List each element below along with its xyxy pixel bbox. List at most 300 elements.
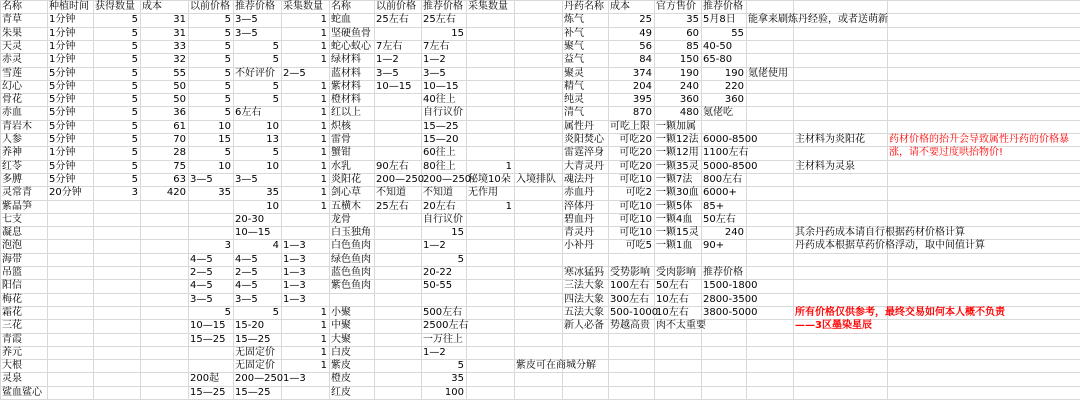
cell-r5-c3[interactable]: 55: [173, 68, 186, 79]
cell-r0-c12[interactable]: 丹药名称: [564, 1, 604, 12]
cell-r4-c9[interactable]: 1—2: [423, 54, 446, 65]
cell-r7-c12[interactable]: 纯灵: [564, 94, 584, 105]
cell-r24-c17[interactable]: ——3区墨染星辰: [795, 320, 872, 331]
cell-r14-c5[interactable]: 35: [266, 187, 279, 198]
cell-r10-c1[interactable]: 5分钟: [49, 134, 76, 145]
cell-r24-c14[interactable]: 肉不太重要: [656, 320, 706, 331]
cell-r29-c7[interactable]: 红皮: [331, 387, 351, 398]
cell-r10-c12[interactable]: 炎阳焚心: [564, 134, 604, 145]
cell-r1-c0[interactable]: 青草: [2, 14, 22, 25]
cell-r4-c7[interactable]: 绿材料: [331, 54, 361, 65]
cell-r9-c9[interactable]: 15—25: [423, 121, 459, 132]
cell-r15-c8[interactable]: 25左右: [376, 201, 409, 212]
cell-r7-c0[interactable]: 骨花: [2, 94, 22, 105]
cell-r0-c14[interactable]: 官方售价: [656, 1, 696, 12]
cell-r2-c7[interactable]: 坚硬鱼骨: [331, 28, 371, 39]
cell-r17-c0[interactable]: 凝息: [2, 227, 22, 238]
cell-r16-c14[interactable]: 一颗4血: [656, 214, 693, 225]
cell-r7-c6[interactable]: 1: [320, 94, 327, 105]
cell-r14-c12[interactable]: 赤血丹: [564, 187, 594, 198]
cell-r8-c14[interactable]: 480: [679, 107, 699, 118]
cell-r25-c5[interactable]: 15—25: [235, 334, 271, 345]
cell-r0-c7[interactable]: 名称: [331, 1, 351, 12]
cell-r17-c9[interactable]: 15: [451, 227, 464, 238]
cell-r29-c4[interactable]: 15—25: [190, 387, 226, 398]
cell-r0-c0[interactable]: 名称: [2, 1, 22, 12]
cell-r13-c4[interactable]: 3—5: [190, 174, 213, 185]
cell-r27-c5[interactable]: 无固定价: [235, 360, 275, 371]
cell-r3-c13[interactable]: 56: [639, 41, 652, 52]
cell-r6-c12[interactable]: 精气: [564, 81, 584, 92]
cell-r13-c12[interactable]: 魂法丹: [564, 174, 594, 185]
cell-r13-c14[interactable]: 一颗7法: [656, 174, 693, 185]
cell-r25-c6[interactable]: 1: [320, 334, 327, 345]
cell-r1-c3[interactable]: 31: [173, 14, 186, 25]
cell-r7-c3[interactable]: 50: [173, 94, 186, 105]
cell-r23-c17[interactable]: 所有价格仅供参考，最终交易如何本人概不负责: [795, 307, 1005, 318]
cell-r12-c10[interactable]: 1: [505, 161, 512, 172]
cell-r0-c6[interactable]: 采集数量: [283, 1, 323, 12]
cell-r12-c14[interactable]: 一颗35灵: [656, 161, 699, 172]
cell-r22-c0[interactable]: 梅花: [2, 294, 22, 305]
cell-r2-c4[interactable]: 5: [224, 28, 231, 39]
cell-r11-c12[interactable]: 雷霆淬身: [564, 147, 604, 158]
cell-r13-c0[interactable]: 多膊: [2, 174, 22, 185]
cell-r24-c6[interactable]: 1: [320, 320, 327, 331]
cell-r7-c1[interactable]: 5分钟: [49, 94, 76, 105]
cell-r22-c6[interactable]: 1—3: [283, 294, 306, 305]
cell-r15-c14[interactable]: 一颗5体: [656, 201, 693, 212]
cell-r2-c1[interactable]: 1分钟: [49, 28, 76, 39]
cell-r20-c4[interactable]: 2—5: [190, 267, 213, 278]
cell-r10-c4[interactable]: 15: [218, 134, 231, 145]
cell-r25-c9[interactable]: 一万往上: [423, 334, 463, 345]
cell-r22-c12[interactable]: 四法大象: [564, 294, 604, 305]
cell-r21-c9[interactable]: 50-55: [423, 280, 453, 291]
cell-r7-c9[interactable]: 40往上: [423, 94, 456, 105]
cell-r1-c16[interactable]: 能拿来刷炼丹经验，或者送萌新: [748, 14, 888, 25]
cell-r9-c1[interactable]: 5分钟: [49, 121, 76, 132]
cell-r23-c12[interactable]: 五法大象: [564, 307, 604, 318]
cell-r1-c14[interactable]: 35: [686, 14, 699, 25]
cell-r25-c4[interactable]: 15—25: [190, 334, 226, 345]
cell-r12-c2[interactable]: 5: [131, 161, 138, 172]
cell-r14-c13[interactable]: 可吃2: [625, 187, 652, 198]
cell-r25-c0[interactable]: 青霞: [2, 334, 22, 345]
cell-r9-c7[interactable]: 炽核: [331, 121, 351, 132]
cell-r17-c13[interactable]: 可吃10: [619, 227, 652, 238]
cell-r21-c6[interactable]: 1—3: [283, 280, 306, 291]
cell-r1-c7[interactable]: 蛇血: [331, 14, 351, 25]
cell-r23-c14[interactable]: 10左右: [656, 307, 689, 318]
cell-r20-c6[interactable]: 1—3: [283, 267, 306, 278]
cell-r0-c1[interactable]: 种植时间: [49, 1, 89, 12]
cell-r3-c9[interactable]: 7左右: [423, 41, 450, 52]
cell-r0-c5[interactable]: 推荐价格: [235, 1, 275, 12]
cell-r10-c14[interactable]: 一颗12法: [656, 134, 699, 145]
cell-r24-c4[interactable]: 10—15: [190, 320, 226, 331]
cell-r8-c9[interactable]: 自行议价: [423, 107, 463, 118]
cell-r13-c15[interactable]: 800左右: [703, 174, 743, 185]
cell-r18-c5[interactable]: 4: [272, 240, 279, 251]
cell-r4-c3[interactable]: 32: [173, 54, 186, 65]
cell-r2-c2[interactable]: 5: [131, 28, 138, 39]
cell-r8-c6[interactable]: 1: [320, 107, 327, 118]
cell-r16-c7[interactable]: 龙骨: [331, 214, 351, 225]
cell-r20-c15[interactable]: 推荐价格: [703, 267, 743, 278]
cell-r5-c7[interactable]: 蓝材料: [331, 68, 361, 79]
cell-r17-c12[interactable]: 青灵丹: [564, 227, 594, 238]
cell-r29-c5[interactable]: 15—25: [235, 387, 271, 398]
cell-r12-c9[interactable]: 80往上: [423, 161, 456, 172]
cell-r10-c9[interactable]: 15—20: [423, 134, 459, 145]
cell-r3-c7[interactable]: 蛇心蚁心: [331, 41, 371, 52]
cell-r26-c7[interactable]: 白皮: [331, 347, 351, 358]
cell-r1-c9[interactable]: 25左右: [423, 14, 456, 25]
cell-r3-c6[interactable]: 1: [320, 41, 327, 52]
cell-r6-c1[interactable]: 5分钟: [49, 81, 76, 92]
cell-r1-c15[interactable]: 5月8日: [703, 14, 736, 25]
cell-r8-c5[interactable]: 6左右: [235, 107, 262, 118]
cell-r0-c13[interactable]: 成本: [610, 1, 630, 12]
cell-r1-c13[interactable]: 25: [639, 14, 652, 25]
cell-r22-c15[interactable]: 2800-3500: [703, 294, 758, 305]
cell-r9-c5[interactable]: 10: [266, 121, 279, 132]
cell-r13-c8[interactable]: 200—250: [376, 174, 425, 185]
cell-r21-c5[interactable]: 4—5: [235, 280, 258, 291]
cell-r10-c0[interactable]: 人参: [2, 134, 22, 145]
cell-r26-c0[interactable]: 养元: [2, 347, 22, 358]
cell-r17-c15[interactable]: 240: [724, 227, 744, 238]
cell-r14-c10[interactable]: 无作用: [468, 187, 498, 198]
cell-r7-c7[interactable]: 橙材料: [331, 94, 361, 105]
cell-r2-c3[interactable]: 31: [173, 28, 186, 39]
cell-r1-c5[interactable]: 3—5: [235, 14, 258, 25]
cell-r16-c5[interactable]: 20-30: [235, 214, 265, 225]
cell-r6-c3[interactable]: 50: [173, 81, 186, 92]
cell-r6-c0[interactable]: 幻心: [2, 81, 22, 92]
cell-r13-c6[interactable]: 1: [320, 174, 327, 185]
cell-r27-c0[interactable]: 大根: [2, 360, 22, 371]
cell-r25-c7[interactable]: 大聚: [331, 334, 351, 345]
cell-r14-c6[interactable]: 1: [320, 187, 327, 198]
cell-r19-c9[interactable]: 5: [457, 254, 464, 265]
cell-r12-c6[interactable]: 1: [320, 161, 327, 172]
cell-r3-c0[interactable]: 天灵: [2, 41, 22, 52]
cell-r5-c14[interactable]: 190: [679, 68, 699, 79]
cell-r14-c2[interactable]: 3: [131, 187, 138, 198]
cell-r11-c2[interactable]: 5: [131, 147, 138, 158]
cell-r12-c17[interactable]: 主材料为灵泉: [795, 161, 855, 172]
cell-r3-c4[interactable]: 5: [224, 41, 231, 52]
cell-r7-c15[interactable]: 360: [724, 94, 744, 105]
cell-r15-c9[interactable]: 20左右: [423, 201, 456, 212]
cell-r12-c7[interactable]: 水乳: [331, 161, 351, 172]
cell-r9-c12[interactable]: 属性丹: [564, 121, 594, 132]
cell-r14-c0[interactable]: 灵常青: [2, 187, 32, 198]
cell-r6-c6[interactable]: 1: [320, 81, 327, 92]
cell-r19-c7[interactable]: 绿色鱼肉: [331, 254, 371, 265]
cell-r17-c14[interactable]: 一颗15灵: [656, 227, 699, 238]
cell-r7-c4[interactable]: 5: [224, 94, 231, 105]
cell-r11-c7[interactable]: 蟹钳: [331, 147, 351, 158]
cell-r11-c14[interactable]: 一颗12用: [656, 147, 699, 158]
cell-r12-c15[interactable]: 5000-8500: [703, 161, 758, 172]
cell-r29-c9[interactable]: 100: [444, 387, 464, 398]
cell-r4-c14[interactable]: 150: [679, 54, 699, 65]
cell-r8-c15[interactable]: 氪佬吃: [703, 107, 733, 118]
cell-r26-c9[interactable]: 1—2: [423, 347, 446, 358]
cell-r5-c6[interactable]: 2—5: [283, 68, 306, 79]
cell-r10-c7[interactable]: 雷骨: [331, 134, 351, 145]
cell-r11-c18[interactable]: 涨，请不要过度哄抬物价!: [889, 147, 1004, 158]
cell-r16-c9[interactable]: 自行议价: [423, 214, 463, 225]
cell-r23-c5[interactable]: 5: [272, 307, 279, 318]
cell-r18-c0[interactable]: 泡泡: [2, 240, 22, 251]
cell-r11-c9[interactable]: 60往上: [423, 147, 456, 158]
cell-r14-c15[interactable]: 6000+: [703, 187, 737, 198]
cell-r10-c13[interactable]: 可吃20: [619, 134, 652, 145]
cell-r5-c1[interactable]: 5分钟: [49, 68, 76, 79]
cell-r11-c4[interactable]: 5: [224, 147, 231, 158]
cell-r6-c4[interactable]: 5: [224, 81, 231, 92]
cell-r9-c2[interactable]: 5: [131, 121, 138, 132]
cell-r24-c12[interactable]: 新人必备: [564, 320, 604, 331]
cell-r13-c1[interactable]: 5分钟: [49, 174, 76, 185]
cell-r6-c9[interactable]: 10—15: [423, 81, 459, 92]
cell-r8-c7[interactable]: 红以上: [331, 107, 361, 118]
cell-r11-c5[interactable]: 5: [272, 147, 279, 158]
cell-r5-c12[interactable]: 聚灵: [564, 68, 584, 79]
cell-r20-c13[interactable]: 受势影响: [610, 267, 650, 278]
cell-r19-c5[interactable]: 4—5: [235, 254, 258, 265]
cell-r12-c0[interactable]: 红苓: [2, 161, 22, 172]
cell-r1-c4[interactable]: 5: [224, 14, 231, 25]
cell-r2-c5[interactable]: 3—5: [235, 28, 258, 39]
cell-r10-c15[interactable]: 6000-8500: [703, 134, 758, 145]
cell-r7-c2[interactable]: 5: [131, 94, 138, 105]
cell-r20-c9[interactable]: 20-22: [423, 267, 453, 278]
cell-r6-c2[interactable]: 5: [131, 81, 138, 92]
cell-r14-c1[interactable]: 20分钟: [49, 187, 82, 198]
cell-r20-c5[interactable]: 2—5: [235, 267, 258, 278]
cell-r15-c12[interactable]: 淬体丹: [564, 201, 594, 212]
cell-r4-c4[interactable]: 5: [224, 54, 231, 65]
cell-r21-c4[interactable]: 4—5: [190, 280, 213, 291]
cell-r21-c15[interactable]: 1500-1800: [703, 280, 758, 291]
cell-r11-c3[interactable]: 28: [173, 147, 186, 158]
cell-r1-c12[interactable]: 炼气: [564, 14, 584, 25]
cell-r11-c13[interactable]: 可吃20: [619, 147, 652, 158]
cell-r1-c6[interactable]: 1: [320, 14, 327, 25]
cell-r6-c7[interactable]: 紫材料: [331, 81, 361, 92]
cell-r14-c14[interactable]: 一颗30血: [656, 187, 699, 198]
cell-r16-c0[interactable]: 七支: [2, 214, 22, 225]
cell-r23-c13[interactable]: 500-1000: [610, 307, 659, 318]
cell-r14-c3[interactable]: 420: [166, 187, 186, 198]
cell-r21-c0[interactable]: 阳信: [2, 280, 22, 291]
cell-r8-c3[interactable]: 36: [173, 107, 186, 118]
cell-r22-c5[interactable]: 3—5: [235, 294, 258, 305]
cell-r8-c1[interactable]: 5分钟: [49, 107, 76, 118]
cell-r9-c0[interactable]: 青岩木: [2, 121, 32, 132]
cell-r0-c3[interactable]: 成本: [142, 1, 162, 12]
cell-r0-c8[interactable]: 以前价格: [376, 1, 416, 12]
cell-r15-c0[interactable]: 紫晶笋: [2, 201, 32, 212]
cell-r4-c0[interactable]: 赤灵: [2, 54, 22, 65]
cell-r21-c13[interactable]: 100左右: [610, 280, 650, 291]
cell-r5-c13[interactable]: 374: [632, 68, 652, 79]
cell-r3-c8[interactable]: 7左右: [376, 41, 403, 52]
cell-r13-c7[interactable]: 炎阳花: [331, 174, 361, 185]
cell-r6-c15[interactable]: 220: [724, 81, 744, 92]
cell-r20-c14[interactable]: 受肉影响: [656, 267, 696, 278]
cell-r5-c8[interactable]: 3—5: [376, 68, 399, 79]
cell-r20-c0[interactable]: 吊篮: [2, 267, 22, 278]
cell-r0-c15[interactable]: 推荐价格: [703, 1, 743, 12]
cell-r13-c10[interactable]: 秘境10朵: [468, 174, 511, 185]
cell-r13-c2[interactable]: 5: [131, 174, 138, 185]
cell-r28-c5[interactable]: 200—250: [235, 373, 284, 384]
cell-r12-c8[interactable]: 90左右: [376, 161, 409, 172]
cell-r23-c9[interactable]: 500左右: [423, 307, 463, 318]
cell-r21-c14[interactable]: 50左右: [656, 280, 689, 291]
cell-r15-c7[interactable]: 五横木: [331, 201, 361, 212]
cell-r12-c3[interactable]: 75: [173, 161, 186, 172]
cell-r8-c12[interactable]: 清气: [564, 107, 584, 118]
cell-r1-c2[interactable]: 5: [131, 14, 138, 25]
cell-r8-c0[interactable]: 赤血: [2, 107, 22, 118]
cell-r27-c6[interactable]: 1: [320, 360, 327, 371]
cell-r21-c12[interactable]: 三法大象: [564, 280, 604, 291]
cell-r3-c2[interactable]: 5: [131, 41, 138, 52]
cell-r19-c4[interactable]: 4—5: [190, 254, 213, 265]
cell-r12-c12[interactable]: 大青灵丹: [564, 161, 604, 172]
cell-r18-c4[interactable]: 3: [224, 240, 231, 251]
cell-r23-c7[interactable]: 小聚: [331, 307, 351, 318]
cell-r0-c2[interactable]: 获得数量: [95, 1, 135, 12]
cell-r18-c12[interactable]: 小补丹: [564, 240, 594, 251]
cell-r16-c15[interactable]: 50左右: [703, 214, 736, 225]
cell-r4-c5[interactable]: 5: [272, 54, 279, 65]
cell-r0-c10[interactable]: 采集数量: [468, 1, 508, 12]
cell-r4-c8[interactable]: 1—2: [376, 54, 399, 65]
cell-r19-c0[interactable]: 海带: [2, 254, 22, 265]
cell-r14-c8[interactable]: 不知道: [376, 187, 406, 198]
cell-r3-c12[interactable]: 聚气: [564, 41, 584, 52]
cell-r19-c6[interactable]: 1—3: [283, 254, 306, 265]
cell-r3-c3[interactable]: 33: [173, 41, 186, 52]
cell-r27-c11[interactable]: 紫皮可在商城分解: [516, 360, 596, 371]
cell-r2-c0[interactable]: 朱果: [2, 28, 22, 39]
cell-r11-c1[interactable]: 1分钟: [49, 147, 76, 158]
cell-r6-c13[interactable]: 204: [632, 81, 652, 92]
cell-r28-c0[interactable]: 灵泉: [2, 373, 22, 384]
cell-r13-c13[interactable]: 可吃10: [619, 174, 652, 185]
cell-r18-c7[interactable]: 白色鱼肉: [331, 240, 371, 251]
cell-r24-c9[interactable]: 2500左右: [423, 320, 469, 331]
cell-r26-c5[interactable]: 无固定价: [235, 347, 275, 358]
cell-r7-c13[interactable]: 395: [632, 94, 652, 105]
cell-r8-c4[interactable]: 5: [224, 107, 231, 118]
cell-r2-c12[interactable]: 补气: [564, 28, 584, 39]
cell-r10-c18[interactable]: 药材价格的抬升会导致属性丹药的价格暴: [889, 134, 1069, 145]
cell-r28-c6[interactable]: 1—3: [283, 373, 306, 384]
cell-r24-c13[interactable]: 势越高贵: [610, 320, 650, 331]
cell-r8-c2[interactable]: 5: [131, 107, 138, 118]
cell-r5-c5[interactable]: 不好评价: [235, 68, 275, 79]
cell-r23-c6[interactable]: 1: [320, 307, 327, 318]
cell-r5-c9[interactable]: 3—5: [423, 68, 446, 79]
cell-r22-c13[interactable]: 300左右: [610, 294, 650, 305]
cell-r3-c14[interactable]: 85: [686, 41, 699, 52]
cell-r5-c15[interactable]: 190: [724, 68, 744, 79]
cell-r2-c14[interactable]: 60: [686, 28, 699, 39]
cell-r15-c5[interactable]: 10: [266, 201, 279, 212]
cell-r10-c17[interactable]: 主材料为炎阳花: [795, 134, 865, 145]
cell-r15-c10[interactable]: 1: [505, 201, 512, 212]
cell-r2-c15[interactable]: 55: [731, 28, 744, 39]
cell-r22-c14[interactable]: 10左右: [656, 294, 689, 305]
cell-r4-c12[interactable]: 益气: [564, 54, 584, 65]
cell-r12-c1[interactable]: 5分钟: [49, 161, 76, 172]
cell-r23-c0[interactable]: 霜花: [2, 307, 22, 318]
cell-r6-c14[interactable]: 240: [679, 81, 699, 92]
cell-r15-c15[interactable]: 85+: [703, 201, 725, 212]
cell-r5-c0[interactable]: 雪莲: [2, 68, 22, 79]
cell-r4-c15[interactable]: 65-80: [703, 54, 733, 65]
cell-r23-c4[interactable]: 5: [224, 307, 231, 318]
cell-r6-c8[interactable]: 10—15: [376, 81, 412, 92]
cell-r12-c5[interactable]: 10: [266, 161, 279, 172]
cell-r18-c13[interactable]: 可吃5: [625, 240, 652, 251]
cell-r0-c9[interactable]: 推荐价格: [423, 1, 463, 12]
cell-r17-c5[interactable]: 10—15: [235, 227, 271, 238]
cell-r7-c14[interactable]: 360: [679, 94, 699, 105]
cell-r2-c9[interactable]: 15: [451, 28, 464, 39]
cell-r18-c9[interactable]: 1—2: [423, 240, 446, 251]
cell-r5-c4[interactable]: 5: [224, 68, 231, 79]
cell-r11-c15[interactable]: 1100左右: [703, 147, 749, 158]
cell-r28-c7[interactable]: 橙皮: [331, 373, 351, 384]
cell-r6-c5[interactable]: 5: [272, 81, 279, 92]
cell-r24-c7[interactable]: 中聚: [331, 320, 351, 331]
cell-r24-c5[interactable]: 15-20: [235, 320, 265, 331]
cell-r29-c0[interactable]: 鲨血鲨心: [2, 387, 42, 398]
cell-r9-c13[interactable]: 可吃上限: [610, 121, 650, 132]
cell-r9-c14[interactable]: 一颗加属: [656, 121, 696, 132]
cell-r20-c12[interactable]: 寒冰猛犸: [564, 267, 604, 278]
cell-r2-c6[interactable]: 1: [320, 28, 327, 39]
cell-r13-c9[interactable]: 200—250: [423, 174, 472, 185]
cell-r9-c3[interactable]: 61: [173, 121, 186, 132]
cell-r27-c9[interactable]: 5: [457, 360, 464, 371]
cell-r12-c13[interactable]: 可吃20: [619, 161, 652, 172]
cell-r11-c6[interactable]: 1: [320, 147, 327, 158]
cell-r24-c0[interactable]: 三花: [2, 320, 22, 331]
cell-r9-c4[interactable]: 10: [218, 121, 231, 132]
cell-r18-c6[interactable]: 1—3: [283, 240, 306, 251]
cell-r14-c9[interactable]: 不知道: [423, 187, 453, 198]
cell-r10-c5[interactable]: 13: [266, 134, 279, 145]
cell-r15-c13[interactable]: 可吃10: [619, 201, 652, 212]
cell-r7-c5[interactable]: 5: [272, 94, 279, 105]
cell-r3-c1[interactable]: 1分钟: [49, 41, 76, 52]
cell-r18-c15[interactable]: 90+: [703, 240, 725, 251]
cell-r4-c1[interactable]: 1分钟: [49, 54, 76, 65]
cell-r28-c4[interactable]: 200起: [190, 373, 220, 384]
cell-r5-c16[interactable]: 氪佬使用: [748, 68, 788, 79]
